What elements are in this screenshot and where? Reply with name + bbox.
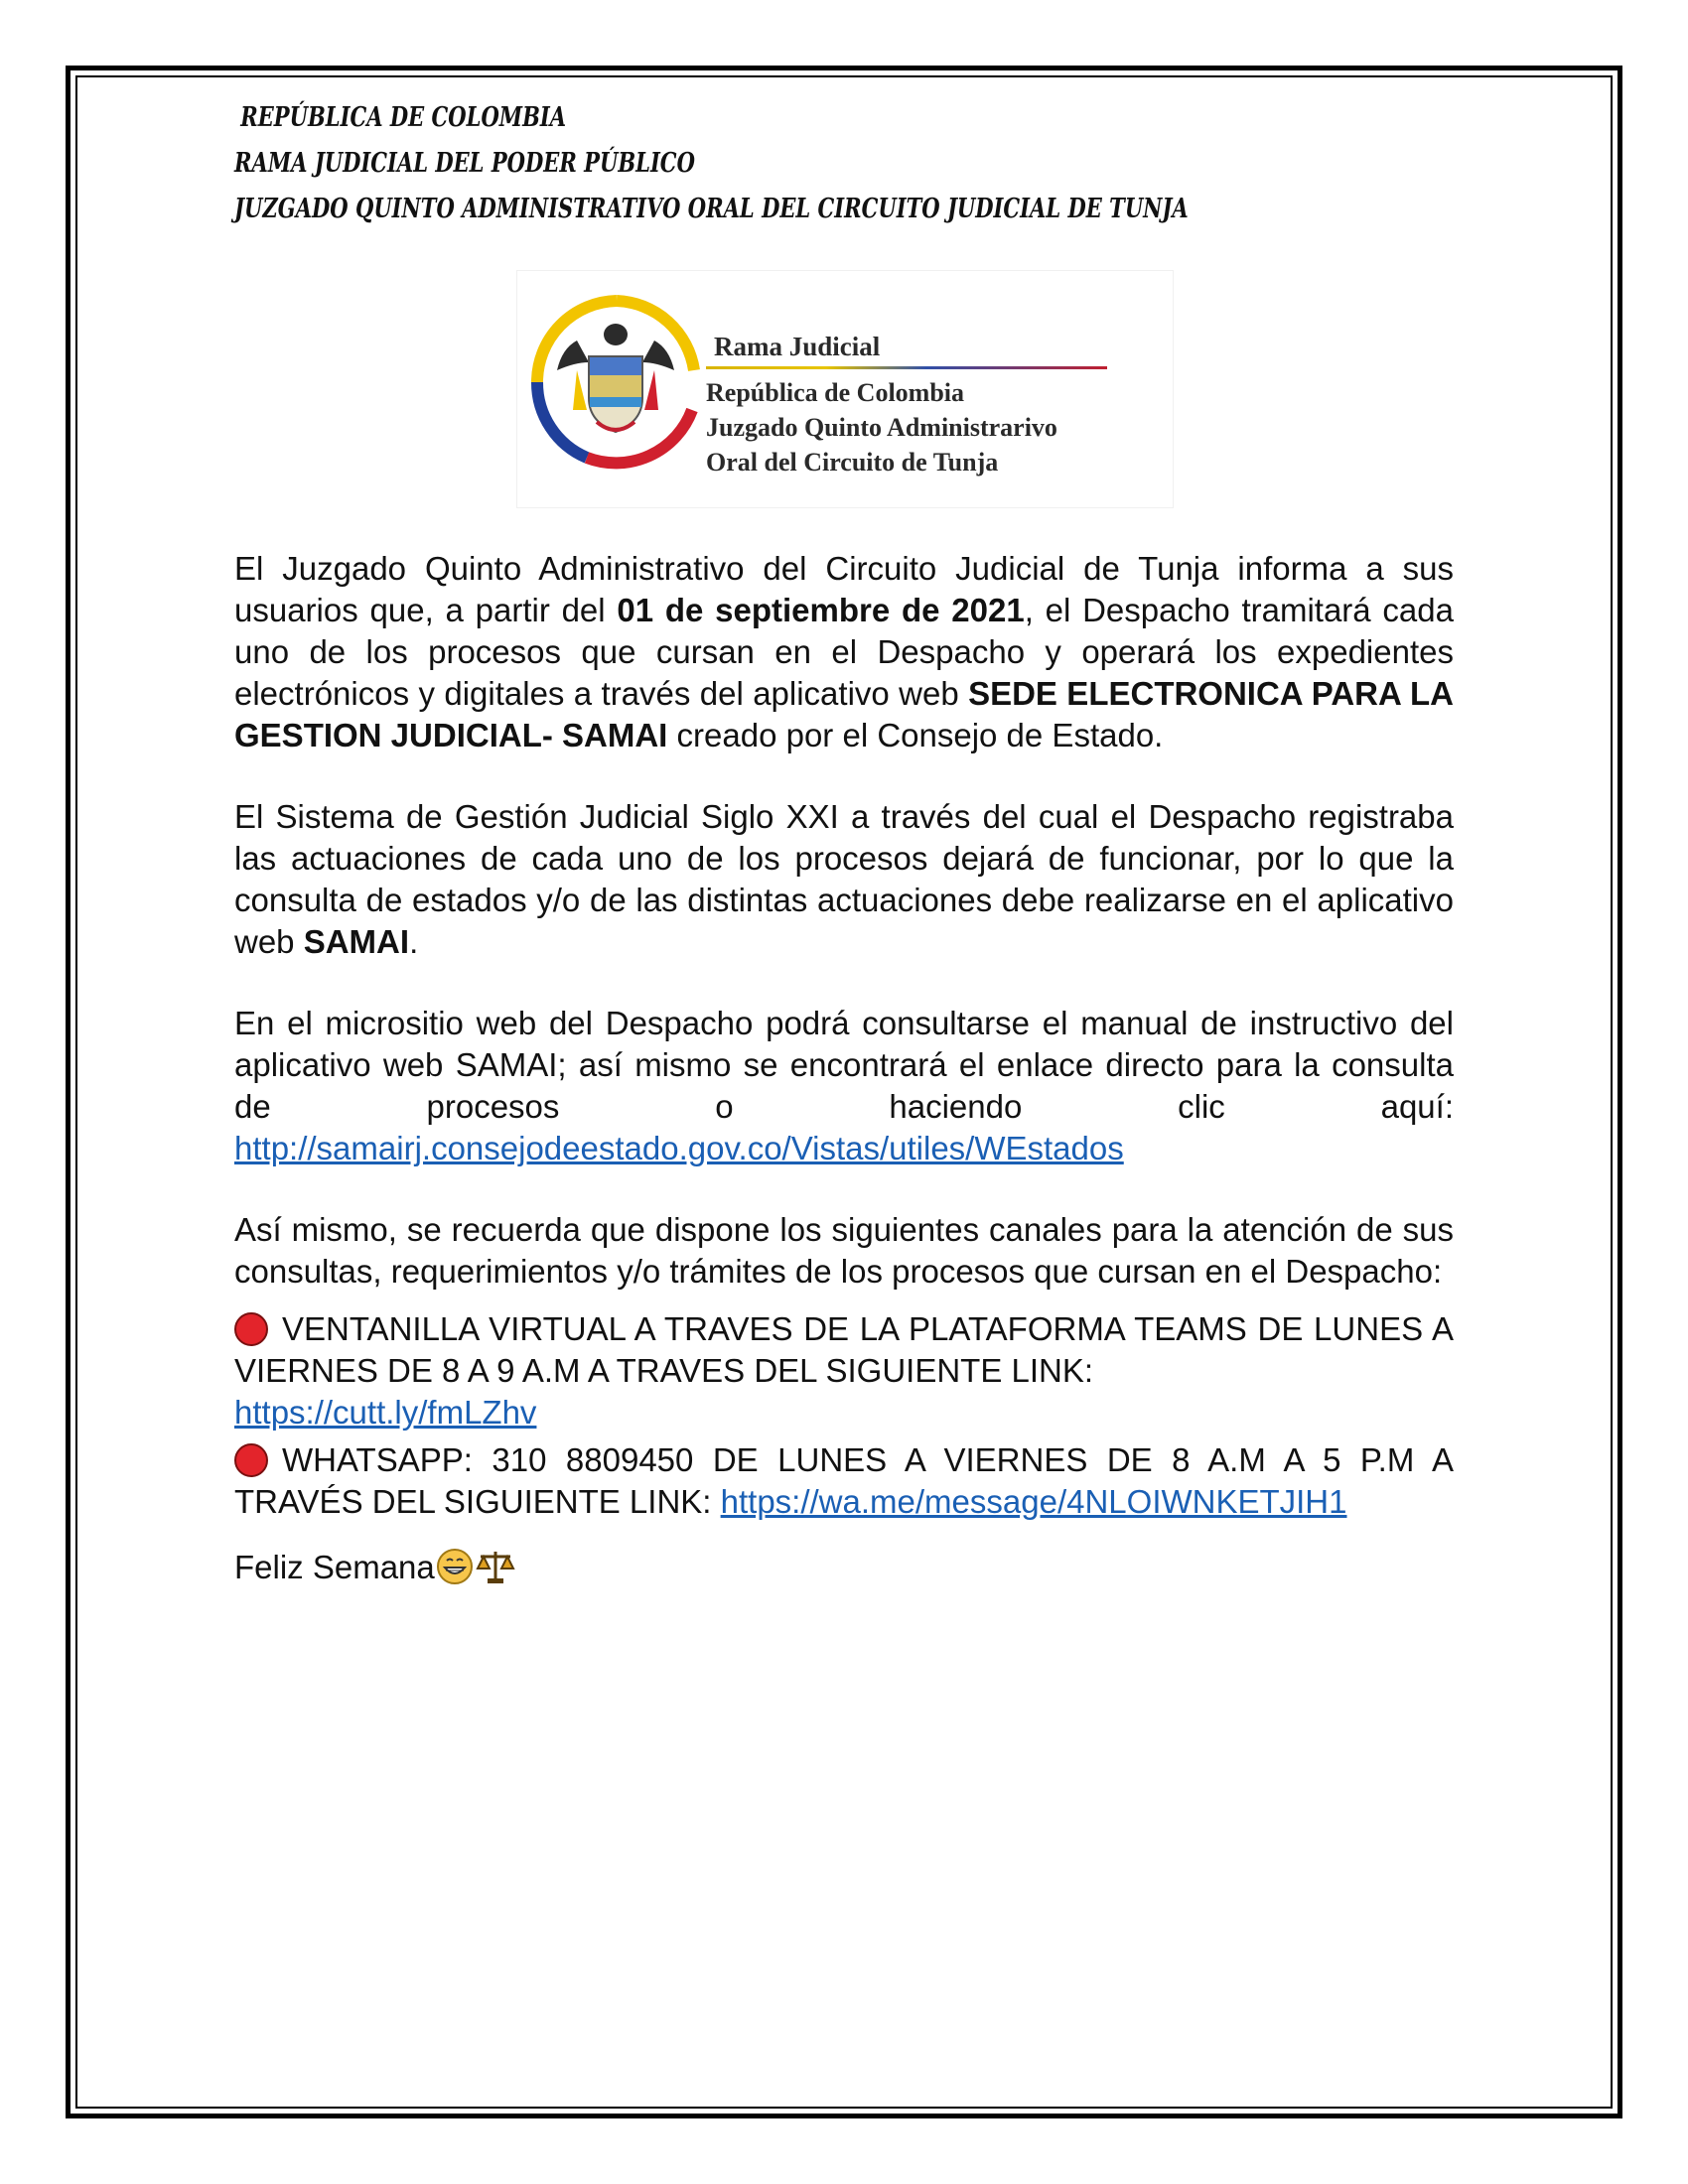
balance-scale-icon [475,1547,516,1586]
red-circle-icon [234,1443,268,1477]
logo-line-republic: República de Colombia [706,378,965,407]
paragraph-samai-announcement [234,548,1454,756]
channel-teams-text: VENTANILLA VIRTUAL A TRAVES DE LA PLATAFORMA TEAMS DE LUNES A VIERNES DE 8 A 9 A.M A TRAVES DEL SIGUIENTE LINK: [234,1310,1454,1389]
paragraph-channels-intro [234,1209,1454,1293]
whatsapp-link[interactable]: https://wa.me/message/4NLOIWNKETJIH1 [720,1483,1347,1520]
court-logo [516,270,1174,508]
p1-text-e: creado por el Consejo de Estado. [667,717,1164,753]
p2-samai: SAMAI [303,923,410,960]
red-circle-icon [234,1312,268,1346]
p1-samai-name: SEDE ELECTRONICA PARA LA GESTION JUDICIAL- SAMAI [234,675,1454,753]
coat-of-arms-seal-icon [517,271,706,507]
teams-link[interactable]: https://cutt.ly/fmLZhv [234,1394,537,1431]
p2-text-c: . [409,923,419,960]
p1-text-c: , el Despacho tramitará cada uno de los procesos que cursan en el Despacho y operará los expedientes electrónicos y digitales a través del aplicativo web [234,592,1454,712]
closing-text: Feliz Semana [234,1549,435,1585]
header-line-branch: RAMA JUDICIAL DEL PODER PÚBLICO [234,148,695,179]
header-line-court: JUZGADO QUINTO ADMINISTRATIVO ORAL DEL CIRCUITO JUDICIAL DE TUNJA [234,194,1189,224]
document-header [234,95,1189,232]
p4-text: Así mismo, se recuerda que dispone los siguientes canales para la atención de sus consultas, requerimientos y/o trámites de los procesos que cursan en el Despacho: [234,1211,1454,1290]
p3-text: En el micrositio web del Despacho podrá consultarse el manual de instructivo del aplicativo web SAMAI; así mismo se encontrará el enlace directo para la consulta de procesos o haciendo clic aquí: [234,1005,1454,1125]
channel-teams [234,1308,1454,1433]
p2-text-a: El Sistema de Gestión Judicial Siglo XXI a través del cual el Despacho registraba las actuaciones de cada uno de los procesos dejará de funcionar, por lo que la consulta de estados y/o de las distintas actuaciones debe realizarse en el aplicativo web [234,798,1454,960]
p1-date: 01 de septiembre de 2021 [617,592,1025,628]
logo-tricolor-rule [706,366,1107,369]
logo-line-circuit: Oral del Circuito de Tunja [706,448,999,477]
paragraph-siglo-xxi [234,796,1454,963]
grinning-face-icon [435,1547,475,1586]
samai-estados-link[interactable]: http://samairj.consejodeestado.gov.co/Vistas/utiles/WEstados [234,1130,1124,1166]
notice-body [234,548,1454,1628]
paragraph-micrositio [234,1003,1454,1169]
header-line-country: REPÚBLICA DE COLOMBIA [240,102,567,133]
channel-whatsapp [234,1439,1454,1523]
channel-whatsapp-text: WHATSAPP: 310 8809450 DE LUNES A VIERNES DE 8 A.M A 5 P.M A TRAVÉS DEL SIGUIENTE LINK: [234,1441,1454,1520]
logo-text-block [706,329,1107,479]
closing-line [234,1547,1454,1588]
p1-text-a: El Juzgado Quinto Administrativo del Circuito Judicial de Tunja informa a sus usuarios que, a partir del [234,550,1454,628]
logo-line-court: Juzgado Quinto Administrarivo [706,413,1057,442]
logo-title: Rama Judicial [714,332,881,361]
